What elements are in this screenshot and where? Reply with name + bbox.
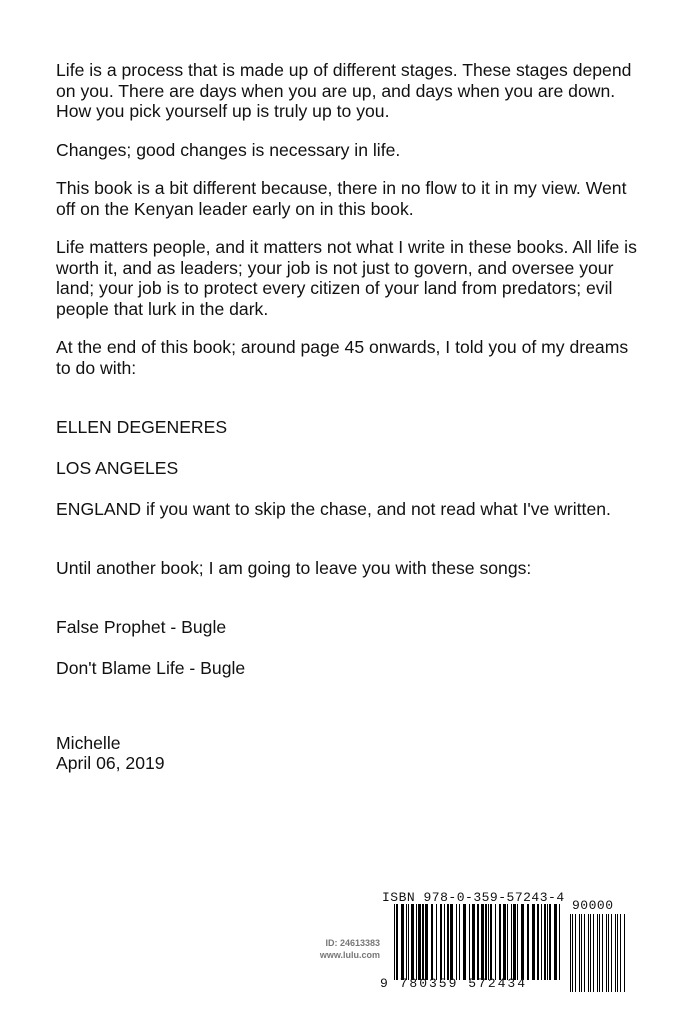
author-name: Michelle [56, 732, 121, 753]
barcode-bar [396, 904, 398, 980]
barcode-bar [559, 904, 560, 980]
barcode-bar [469, 904, 470, 980]
barcode-bar [444, 904, 445, 980]
barcode-bar [447, 904, 449, 980]
barcode-bar [411, 904, 414, 980]
song-list [56, 596, 646, 699]
addon-bar [597, 914, 598, 992]
barcode-bar [499, 904, 501, 980]
blurb-text [56, 60, 646, 774]
isbn-label: ISBN 978-0-359-57243-4 [382, 890, 565, 905]
publisher-id: ID: 24613383 [325, 938, 380, 948]
barcode-bar [541, 904, 542, 980]
barcode-bar [394, 904, 395, 980]
addon-bar [611, 914, 612, 992]
barcode-bar [490, 904, 492, 980]
publisher-info [276, 937, 380, 961]
addon-bar [620, 914, 621, 992]
addon-bar [590, 914, 591, 992]
song-item-1: False Prophet - Bugle [56, 616, 227, 637]
barcode-bar [463, 904, 466, 980]
barcode-bar [406, 904, 407, 980]
isbn-barcode [380, 888, 630, 994]
addon-bar [606, 914, 607, 992]
addon-bar [570, 914, 571, 992]
barcode-bar [431, 904, 433, 980]
addon-bar [584, 914, 585, 992]
barcode-bar [477, 904, 479, 980]
addon-bar [575, 914, 576, 992]
barcode-bar [408, 904, 409, 980]
addon-bar [581, 914, 582, 992]
addon-code: 90000 [572, 898, 614, 913]
addon-bar [572, 914, 573, 992]
paragraph-intro: Life is a process that is made up of different stages. These stages depend on you. There are days when you are up, and days when you are down. How you pick yourself up is truly up to you. [56, 60, 632, 121]
paragraph-leaders: Life matters people, and it matters not what I write in these books. All life is worth it, and as leaders; your job is not just to govern, and oversee your land; your job is to protect every citizen of your land from predators; evil people that lurk in the dark. [56, 237, 637, 319]
barcode-bar [537, 904, 539, 980]
addon-bar [588, 914, 589, 992]
signoff-date: April 06, 2019 [56, 753, 165, 773]
barcode-bar [517, 904, 518, 980]
barcode-bar [440, 904, 442, 980]
addon-bar [624, 914, 625, 992]
song-item-2: Don't Blame Life - Bugle [56, 657, 246, 678]
barcode-bar [450, 904, 453, 980]
barcode-bar [459, 904, 460, 980]
dream-item-1: ELLEN DEGENERES [56, 416, 228, 437]
addon-bar [608, 914, 609, 992]
barcode-bar [418, 904, 421, 980]
paragraph-changes: Changes; good changes is necessary in life. [56, 139, 401, 160]
barcode-bar [527, 904, 529, 980]
paragraph-dreams: At the end of this book; around page 45 onwards, I told you of my dreams to do with: [56, 337, 629, 378]
barcode-bar [436, 904, 437, 980]
barcode-bar [422, 904, 424, 980]
paragraph-flow: This book is a bit different because, there in no flow to it in my view. Went off on the Kenyan leader early on in this book. [56, 178, 627, 219]
barcode-bar [401, 904, 404, 980]
barcode-bar [456, 904, 457, 980]
barcode-bar [513, 904, 516, 980]
barcode-digits: 9 780359 572434 [380, 976, 528, 991]
barcode-bar [485, 904, 487, 980]
barcode-bar [532, 904, 535, 980]
addon-bar [579, 914, 580, 992]
barcode-bar [481, 904, 484, 980]
addon-bar [599, 914, 600, 992]
barcode-bar [488, 904, 489, 980]
publisher-url: www.lulu.com [319, 950, 380, 960]
dream-list [56, 396, 646, 540]
barcode-bar [521, 904, 524, 980]
addon-bar [593, 914, 594, 992]
dream-item-2: LOS ANGELES [56, 457, 179, 478]
signoff [56, 733, 646, 774]
barcode-bar [544, 904, 546, 980]
addon-bar [615, 914, 616, 992]
barcode-bar [425, 904, 428, 980]
songs-intro: Until another book; I am going to leave you with these songs: [56, 557, 532, 578]
barcode-bar [547, 904, 548, 980]
barcode-bar [416, 904, 417, 980]
addon-bar [602, 914, 603, 992]
barcode-bar [511, 904, 512, 980]
barcode-bar [472, 904, 475, 980]
barcode-bar [495, 904, 496, 980]
dream-item-3: ENGLAND if you want to skip the chase, and not read what I've written. [56, 498, 611, 519]
barcode-bar [549, 904, 551, 980]
barcode-bar [503, 904, 506, 980]
barcode-bar [507, 904, 508, 980]
addon-bar [617, 914, 618, 992]
barcode-bar [554, 904, 557, 980]
